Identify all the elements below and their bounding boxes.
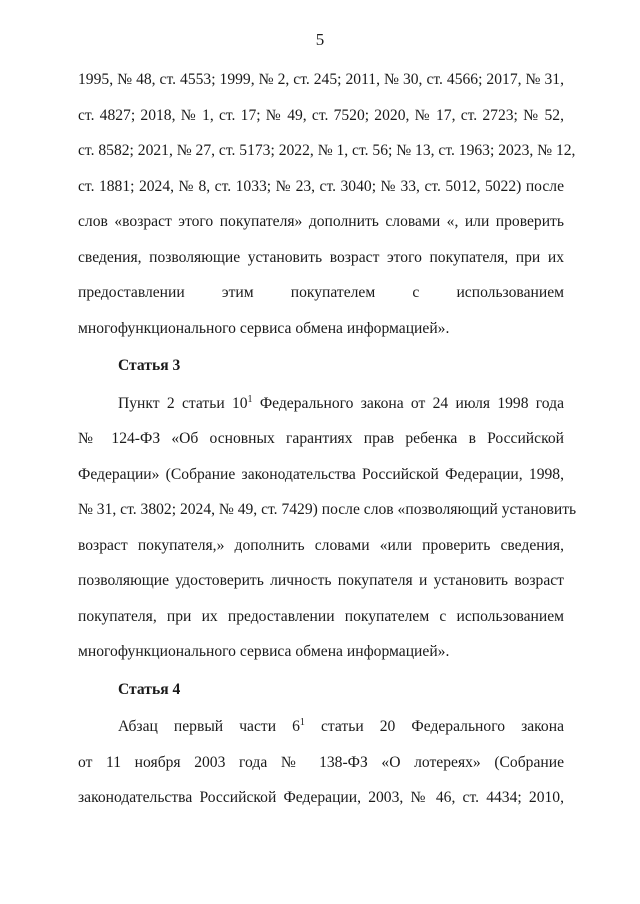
document-body xyxy=(78,62,577,816)
page-number: 5 xyxy=(315,30,325,49)
paragraph-continuation xyxy=(78,62,576,346)
superscript: 1 xyxy=(247,393,253,405)
text-line: позволяющие удостоверить личность покупателя и установить возраст xyxy=(78,572,564,589)
text-line: слов «возраст этого покупателя» дополнить словами «, или проверить xyxy=(78,213,564,230)
text-line: 1995, № 48, ст. 4553; 1999, № 2, ст. 245; 2011, № 30, ст. 4566; 2017, № 31, xyxy=(78,71,564,88)
text-line: Абзац первый части $6^1$ статьи 20 Федерального закона xyxy=(118,716,564,735)
paragraph-article-3 xyxy=(78,386,577,670)
superscript: 1 xyxy=(299,716,305,728)
text-line: ст. 8582; 2021, № 27, ст. 5173; 2022, № 1, ст. 56; № 13, ст. 1963; 2023, № 12, xyxy=(78,142,576,159)
article-heading-3: Статья 3 xyxy=(118,357,181,374)
text-line: ст. 4827; 2018, № 1, ст. 17; № 49, ст. 7520; 2020, № 17, ст. 2723; № 52, xyxy=(78,106,564,124)
text-line: ст. 1881; 2024, № 8, ст. 1033; № 23, ст. 3040; № 33, ст. 5012, 5022) после xyxy=(78,177,564,195)
article-heading-4: Статья 4 xyxy=(118,680,181,698)
text-line: сведения, позволяющие установить возраст этого покупателя, при их xyxy=(78,248,564,266)
text-line: законодательства Российской Федерации, 2003, № 46, ст. 4434; 2010, xyxy=(78,789,564,806)
text-line: покупателя, при их предоставлении покупателем с использованием xyxy=(78,607,564,625)
text-line: многофункционального сервиса обмена информацией». xyxy=(78,643,450,660)
text-line: возраст покупателя,» дополнить словами «или проверить сведения, xyxy=(78,536,564,554)
text-line: Пункт 2 статьи $10^1$ Федерального закона от 24 июля 1998 года xyxy=(118,393,564,412)
paragraph-article-4 xyxy=(78,709,564,816)
text-line: № 31, ст. 3802; 2024, № 49, ст. 7429) после слов «позволяющий установить xyxy=(78,501,577,518)
text-line: от 11 ноября 2003 года № 138-ФЗ «О лотереях» (Собрание xyxy=(78,753,564,771)
text-line: Федерации» (Собрание законодательства Российской Федерации, 1998, xyxy=(78,465,564,483)
text-line: № 124-ФЗ «Об основных гарантиях прав ребенка в Российской xyxy=(78,430,564,447)
text-line: предоставлении этим покупателем с использованием xyxy=(78,284,564,301)
text-line: многофункционального сервиса обмена информацией». xyxy=(78,319,450,337)
